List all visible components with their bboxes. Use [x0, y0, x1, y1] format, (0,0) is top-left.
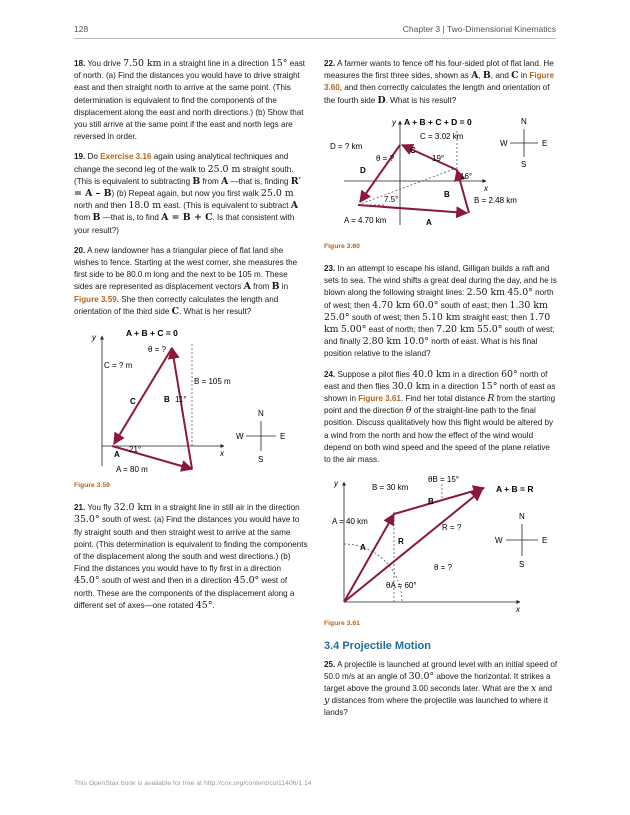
fig60-compass-s: S	[521, 159, 527, 169]
fig60-c-magnitude: C = 3.02 km	[420, 131, 464, 141]
figure-3-61-link[interactable]: Figure 3.61	[358, 394, 401, 404]
figure-3-59	[74, 326, 308, 476]
fig59-b-magnitude: B = 105 m	[194, 377, 231, 387]
fig61-theta-a: θA = 60°	[386, 581, 417, 591]
fig61-b-magnitude: B = 30 km	[372, 483, 409, 493]
fig60-label-c: C	[410, 145, 416, 155]
fig61-label-r: R	[398, 537, 404, 547]
fig59-x-label: x	[220, 449, 224, 459]
fig61-r-magnitude: R = ?	[442, 523, 462, 533]
figure-3-59-caption: Figure 3.59	[74, 482, 110, 490]
footer-text: This OpenStax book is available for free at http://cnx.org/content/col11406/1.14	[74, 780, 312, 787]
fig61-equation: A + B = R	[496, 484, 534, 495]
fig61-compass-e: E	[542, 536, 548, 546]
figure-3-61	[324, 474, 558, 614]
figure-3-59-link[interactable]: Figure 3.59	[74, 294, 117, 304]
fig60-compass-e: E	[542, 138, 548, 148]
fig60-compass-w: W	[500, 138, 508, 148]
fig61-y-label: y	[334, 479, 338, 489]
figure-3-61-caption: Figure 3.61	[324, 620, 360, 628]
fig59-compass-s: S	[258, 455, 264, 465]
problem-23: 23. In an attempt to escape his island, Gilligan builds a raft and sets to sea. The wind shifts a great deal during the day, and he is blown along the following straight lines: 2.50 km 45.0° north of west; then 4.70 km 60.0° south of east; then 1.30 km 25.0° south of west; then 5.10 km straight east; then 1.70 km 5.00° east of north; then 7.20 km 55.0° south of west; and finally 2.80 km 10.0° north of east. What is his final position relative to the island?	[324, 264, 557, 359]
fig61-a-magnitude: A = 40 km	[332, 517, 368, 527]
fig59-theta: θ = ?	[148, 345, 167, 355]
fig60-compass	[500, 117, 547, 169]
fig60-angle-19: 19°	[432, 153, 445, 163]
fig61-compass-n: N	[519, 512, 525, 522]
figure-3-60	[324, 115, 558, 237]
fig59-compass-n: N	[258, 409, 264, 419]
problem-25: 25. A projectile is launched at ground level with an initial speed of 50.0 m/s at an angle of 30.0° above the horizontal. It strikes a target above the ground 3.00 seconds later. What are the x and y distances from where the projectile was launched to where it lands?	[324, 659, 558, 718]
fig61-x-label: x	[516, 605, 520, 615]
fig60-vector-a	[358, 205, 467, 213]
fig60-d-magnitude: D = ? km	[330, 141, 363, 151]
fig60-b-magnitude: B = 2.48 km	[474, 195, 517, 205]
fig61-compass	[495, 512, 547, 569]
fig61-theta: θ = ?	[434, 563, 453, 573]
fig59-compass-e: E	[280, 432, 286, 442]
fig60-label-b: B	[444, 189, 450, 199]
fig59-compass-w: W	[236, 432, 244, 442]
problem-24: 24. Suppose a pilot flies 40.0 km in a direction 60° north of east and then flies 30.0 km in a direction 15° north of east as shown in Figure 3.61. Find her total distance R from the starting point and the direction θ of the straight-line path to the final position. Discuss qualitatively how this flight would be altered by a wind from the north and how the effect of the wind would depend on both wind speed and the speed of the plane relative to the air mass.	[324, 368, 556, 465]
fig60-a-magnitude: A = 4.70 km	[344, 215, 387, 225]
fig61-compass-s: S	[519, 560, 525, 570]
fig60-theta: θ = ?	[376, 153, 395, 163]
problem-21: 21. You fly 32.0 km in a straight line in still air in the direction 35.0° south of west. (a) Find the distances you would have to fly straight south and then straight west to arrive at the same point. (This determination is equivalent to finding the components of the displacement along the south and west directions.) (b) Find the distances you would have to fly first in a direction 45.0° south of west and then in a direction 45.0° west of north. These are the components of the displacement along a different set of axes—one rotated 45°.	[74, 502, 308, 611]
problem-22: 22. A farmer wants to fence off his four-sided plot of flat land. He measures the first three sides, shown as A, B, and C in Figure 3.60, and then correctly calculates the length and orientation of the fourth side D. What is his result?	[324, 59, 555, 106]
fig60-label-d: D	[360, 165, 366, 175]
fig59-label-a: A	[114, 450, 120, 460]
left-column	[74, 58, 308, 620]
right-column	[324, 58, 558, 728]
fig60-angle-75: 7.5°	[384, 194, 399, 204]
fig59-angle-11: 11°	[175, 395, 187, 405]
fig59-equation: A + B + C = 0	[126, 328, 178, 339]
fig60-compass-n: N	[521, 116, 527, 126]
fig59-label-c: C	[130, 397, 136, 407]
fig60-y-label: y	[392, 117, 396, 127]
chapter-title: Chapter 3 | Two-Dimensional Kinematics	[402, 24, 556, 34]
fig60-angle-16: 16°	[460, 171, 473, 181]
fig59-vector-b	[172, 348, 192, 469]
fig59-angle-21: 21°	[129, 445, 142, 455]
fig59-y-label: y	[92, 333, 96, 343]
page-number: 128	[74, 24, 89, 34]
fig60-equation: A + B + C + D = 0	[404, 116, 472, 127]
exercise-link[interactable]: Exercise 3.16	[100, 152, 152, 162]
fig59-a-magnitude: A = 80 m	[116, 465, 148, 475]
fig61-compass-w: W	[495, 536, 503, 546]
fig60-x-label: x	[484, 183, 488, 193]
figure-3-60-link[interactable]: Figure 3.60	[324, 71, 555, 93]
fig59-label-b: B	[164, 395, 170, 405]
figure-3-60-caption: Figure 3.60	[324, 242, 360, 250]
problem-20: 20. A new landowner has a triangular piece of flat land she wishes to fence. Starting at the west corner, she measures the first side to be 80.0 m long and the next to be 105 m. These sides are represented as displacement vectors A from B in Figure 3.59. She then correctly calculates the length and orientation of the third side C. What is her result?	[74, 245, 298, 317]
header-rule	[74, 38, 556, 39]
fig61-label-b: B	[428, 497, 434, 507]
problem-19: 19. Do Exercise 3.16 again using analytical techniques and change the second leg of the walk to 25.0 m straight south. (This is equivalent to subtracting B from A —that is, finding R′ = A – B) (b) Repeat again, but now you first walk 25.0 m north and then 18.0 m east. (This is equivalent to subtract A from B —that is, to find A = B + C. Is that consistent with your result?)	[74, 152, 302, 235]
section-title: 3.4 Projectile Motion	[324, 640, 431, 653]
fig60-label-a: A	[426, 217, 432, 227]
fig59-compass	[236, 409, 285, 464]
fig59-c-magnitude: C = ? m	[104, 361, 133, 371]
fig61-theta-b: θB = 15°	[428, 475, 459, 485]
fig61-label-a: A	[360, 543, 366, 553]
problem-18: 18. You drive 7.50 km in a straight line in a direction 15° east of north. (a) Find the distances you would have to drive straight east and then straight north to arrive at the same point. (This determination is equivalent to find the components of the displacement along the east and north directions.) (b) Show that you still arrive at the same point if the east and north legs are reversed in order.	[74, 58, 306, 142]
